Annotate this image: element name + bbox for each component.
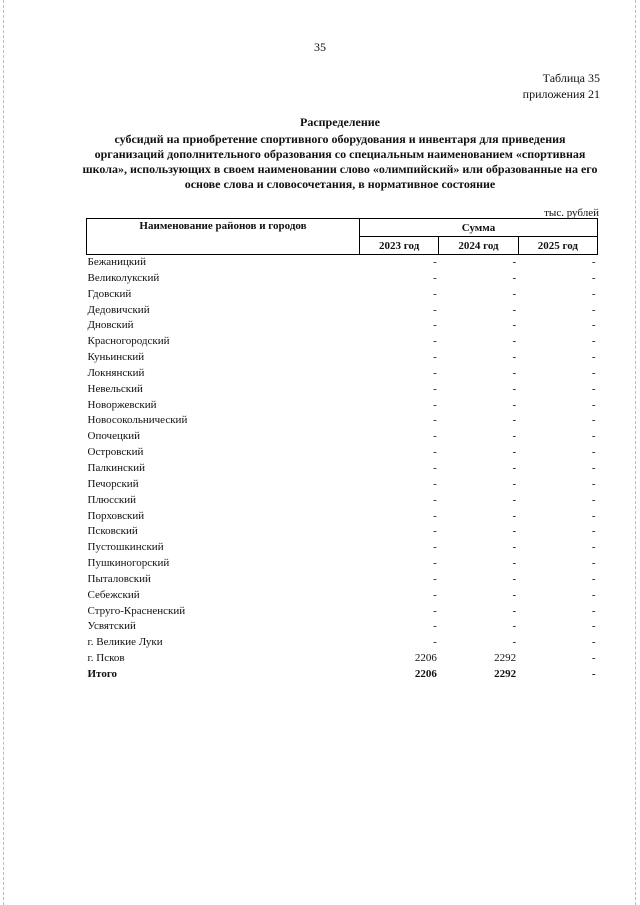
row-value-2024: -	[512, 477, 517, 490]
row-name: Дновский	[87, 319, 134, 332]
header-sum: Сумма	[360, 219, 598, 237]
row-name: Печорский	[87, 477, 139, 490]
row-value-2024: -	[512, 351, 517, 364]
row-value-2023: -	[433, 541, 437, 554]
row-value-2024: -	[512, 287, 517, 300]
row-value-2023: -	[433, 588, 437, 601]
row-value-2023: -	[433, 366, 437, 379]
row-value-2024: -	[512, 493, 517, 506]
table-row	[87, 398, 598, 414]
row-name: Псковский	[87, 525, 138, 538]
row-value-2025: -	[591, 271, 596, 284]
table-row	[87, 540, 598, 556]
table-row	[87, 303, 598, 319]
table-row	[87, 604, 598, 620]
row-value-2025: -	[591, 461, 596, 474]
table-row	[87, 619, 598, 635]
header-year-2023: 2023 год	[360, 237, 439, 255]
row-value-2024: -	[512, 509, 517, 522]
table-row	[87, 287, 598, 303]
row-name: Локнянский	[87, 366, 145, 379]
row-value-2025: -	[591, 604, 596, 617]
table-row	[87, 382, 598, 398]
row-name: Великолукский	[87, 271, 160, 284]
header-name: Наименование районов и городов	[87, 219, 360, 255]
row-value-2024: -	[512, 604, 517, 617]
row-value-2023: -	[433, 636, 437, 649]
header-year-2025: 2025 год	[518, 237, 597, 255]
row-value-2024: -	[512, 430, 517, 443]
row-value-2025: -	[591, 430, 596, 443]
row-value-2025: -	[591, 541, 596, 554]
table-row	[87, 366, 598, 382]
table-row	[87, 556, 598, 572]
row-value-2023: -	[433, 430, 437, 443]
row-value-2023: -	[433, 351, 437, 364]
row-name: Усвятский	[87, 620, 136, 633]
row-value-2024: -	[512, 366, 517, 379]
row-name: Итого	[87, 667, 118, 680]
table-reference	[523, 70, 600, 102]
row-value-2023: -	[433, 303, 437, 316]
row-value-2025: -	[591, 620, 596, 633]
row-name: Гдовский	[87, 287, 132, 300]
row-name: Опочецкий	[87, 430, 140, 443]
row-value-2025: -	[591, 446, 596, 459]
distribution-table	[86, 218, 598, 683]
row-value-2023: -	[433, 414, 437, 427]
title-main: Распределение	[299, 115, 381, 129]
table-row	[87, 493, 598, 509]
row-value-2025: -	[591, 588, 596, 601]
row-value-2024: -	[512, 271, 517, 284]
table-row	[87, 572, 598, 588]
row-name: Дедовичский	[87, 303, 150, 316]
row-value-2024: 2292	[494, 652, 517, 665]
row-value-2023: -	[433, 382, 437, 395]
row-value-2025: -	[591, 335, 596, 348]
row-value-2023: -	[433, 319, 437, 332]
row-value-2024: -	[512, 588, 517, 601]
row-value-2023: 2206	[414, 652, 437, 665]
row-value-2023: -	[433, 256, 437, 268]
row-name: г. Псков	[87, 652, 125, 665]
row-value-2025: -	[591, 509, 596, 522]
table-row	[87, 318, 598, 334]
table-row	[87, 524, 598, 540]
row-value-2024: -	[512, 525, 517, 538]
row-value-2025: -	[591, 636, 596, 649]
row-value-2023: 2206	[414, 667, 437, 680]
row-value-2025: -	[591, 652, 596, 665]
row-value-2025: -	[591, 572, 596, 585]
row-value-2023: -	[433, 335, 437, 348]
row-value-2023: -	[433, 493, 437, 506]
table-row	[87, 350, 598, 366]
header-year-2024: 2024 год	[439, 237, 518, 255]
row-name: Порховский	[87, 509, 145, 522]
table-row	[87, 413, 598, 429]
table-row	[87, 651, 598, 667]
row-value-2024: -	[512, 572, 517, 585]
row-name: Красногородский	[87, 335, 170, 348]
row-value-2025: -	[591, 493, 596, 506]
document-title	[80, 115, 600, 192]
row-value-2023: -	[433, 287, 437, 300]
row-value-2025: -	[591, 667, 596, 680]
row-value-2024: -	[512, 557, 517, 570]
table-row	[87, 635, 598, 651]
row-value-2025: -	[591, 382, 596, 395]
row-value-2024: -	[512, 398, 517, 411]
table-body	[87, 255, 598, 683]
row-name: Островский	[87, 446, 144, 459]
table-row	[87, 588, 598, 604]
row-name: Новоржевский	[87, 398, 157, 411]
table-ref-line-1: Таблица 35	[542, 71, 600, 85]
row-value-2023: -	[433, 525, 437, 538]
page-number: 35	[314, 40, 326, 54]
row-name: Невельский	[87, 382, 143, 395]
row-value-2024: 2292	[494, 667, 517, 680]
row-value-2024: -	[512, 620, 517, 633]
row-value-2025: -	[591, 351, 596, 364]
row-value-2024: -	[512, 461, 517, 474]
row-value-2024: -	[512, 256, 517, 268]
row-value-2025: -	[591, 366, 596, 379]
row-value-2023: -	[433, 620, 437, 633]
row-value-2023: -	[433, 398, 437, 411]
row-value-2025: -	[591, 525, 596, 538]
table-row	[87, 509, 598, 525]
table-row	[87, 429, 598, 445]
row-value-2023: -	[433, 271, 437, 284]
row-value-2025: -	[591, 287, 596, 300]
row-value-2023: -	[433, 557, 437, 570]
row-value-2023: -	[433, 509, 437, 522]
row-name: Пушкиногорский	[87, 557, 170, 570]
row-name: Куньинский	[87, 351, 145, 364]
row-value-2024: -	[512, 414, 517, 427]
row-name: Бежаницкий	[87, 256, 146, 268]
row-value-2024: -	[512, 335, 517, 348]
units-label: тыс. рублей	[544, 207, 599, 219]
row-value-2023: -	[433, 446, 437, 459]
table-row	[87, 271, 598, 287]
row-name: Себежский	[87, 588, 140, 601]
table-row	[87, 477, 598, 493]
total-row	[87, 667, 598, 683]
row-name: Новосокольнический	[87, 414, 188, 427]
row-value-2025: -	[591, 398, 596, 411]
row-value-2025: -	[591, 319, 596, 332]
row-value-2024: -	[512, 446, 517, 459]
row-name: Пыталовский	[87, 572, 151, 585]
table-row	[87, 461, 598, 477]
row-value-2024: -	[512, 382, 517, 395]
table-row	[87, 334, 598, 350]
table-row	[87, 255, 598, 271]
row-value-2023: -	[433, 572, 437, 585]
right-margin-mark	[635, 0, 637, 905]
row-value-2023: -	[433, 604, 437, 617]
row-name: Палкинский	[87, 461, 146, 474]
row-value-2025: -	[591, 557, 596, 570]
row-name: г. Великие Луки	[87, 636, 163, 649]
row-value-2025: -	[591, 477, 596, 490]
row-name: Струго-Красненский	[87, 604, 186, 617]
row-value-2024: -	[512, 636, 517, 649]
left-margin-mark	[3, 0, 5, 905]
row-value-2025: -	[591, 303, 596, 316]
row-value-2025: -	[591, 256, 596, 268]
row-value-2023: -	[433, 461, 437, 474]
row-value-2025: -	[591, 414, 596, 427]
row-value-2024: -	[512, 303, 517, 316]
row-name: Пустошкинский	[87, 541, 164, 554]
table-ref-line-2: приложения 21	[522, 87, 600, 101]
row-name: Плюсский	[87, 493, 137, 506]
row-value-2023: -	[433, 477, 437, 490]
table-row	[87, 445, 598, 461]
title-body: субсидий на приобретение спортивного оборудования и инвентаря для приведения организаций дополнительного образования со специальным наименованием «спортивная школа», использующих в своем наименовании слово «олимпийский» или образованные на его основе слова и словосочетания, в нормативное состояние	[82, 132, 598, 191]
row-value-2024: -	[512, 541, 517, 554]
row-value-2024: -	[512, 319, 517, 332]
